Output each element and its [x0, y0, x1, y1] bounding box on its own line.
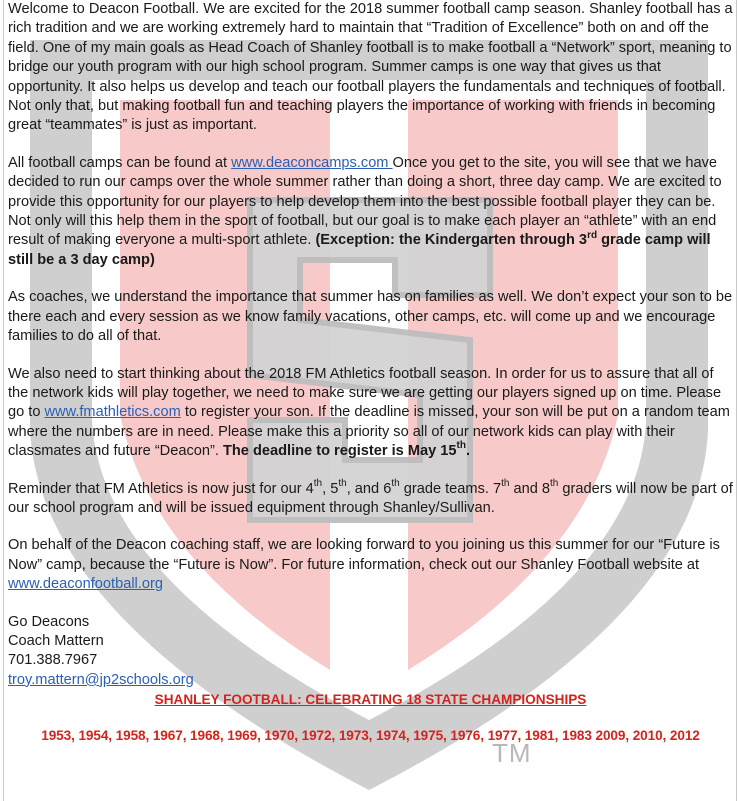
reminder-t3: , and 6	[346, 480, 392, 497]
championships-title: SHANLEY FOOTBALL: CELEBRATING 18 STATE CHAMPIONSHIPS	[154, 692, 587, 708]
signature-sign-off: Go Deacons	[8, 613, 90, 630]
intro-paragraph	[8, 0, 733, 136]
camps-exception-sup: rd	[587, 229, 598, 241]
trademark-mark: TM	[492, 738, 532, 768]
reminder-s5: th	[550, 477, 559, 489]
reminder-t1: Reminder that FM Athletics is now just for our 4	[8, 480, 314, 497]
families-paragraph	[8, 288, 733, 346]
reminder-t5: and 8	[509, 480, 551, 497]
page-edge-left	[3, 0, 4, 801]
page-edge-right	[736, 0, 737, 801]
reminder-paragraph	[8, 477, 733, 519]
signature-block	[8, 613, 733, 691]
reminder-s2: th	[338, 477, 347, 489]
camps-exception-text-b: grade camp will still be a 3 day camp)	[8, 232, 711, 268]
reminder-t6: graders will now be part of our school program and will be issued equipment through Shanley/Sullivan.	[8, 480, 733, 516]
reminder-s3: th	[391, 477, 400, 489]
closing-text: On behalf of the Deacon coaching staff, we are looking forward to you joining us this summer for our “Future is Now” camp, because the “Future is Now”. For future information, check out our Shanley Football website at	[8, 537, 720, 573]
fm-paragraph	[8, 365, 733, 462]
camps-text-after: Once you get to the site, you will see that we have decided to run our camps over the whole summer rather than doing a short, three day camp. We are excited to provide this opportunity for our players to help develop them into the best possible football player they can be. Not only will this help them in the sport of football, but our goal is to make each player an “athlete” with an end result of making everyone a multi-sport athlete.	[8, 154, 722, 249]
reminder-s4: th	[501, 477, 510, 489]
camps-exception-text-a: (Exception: the Kindergarten through 3	[315, 232, 588, 249]
families-text: As coaches, we understand the importance that summer has on families as well. We don’t expect your son to be there each and every session as we know family vacations, other camps, etc. will come up and we encourage families to do all of that.	[8, 289, 733, 345]
fm-deadline-sup: th	[456, 440, 466, 452]
deaconfootball-link[interactable]: www.deaconfootball.org	[8, 576, 163, 593]
intro-text: Welcome to Deacon Football. We are excited for the 2018 summer football camp season. Shanley football has a rich tradition and we are working extremely hard to maintain that “Tradition of Excellence” both on and off the field. One of my main goals as Head Coach of Shanley football is to make football a “Network” sport, meaning to bridge our youth program with our high school program. Summer camps is one way that gives us that opportunity. It also helps us develop and teach our football players the fundamentals and techniques of football. Not only that, but making football fun and teaching players the importance of working with friends in becoming great “teammates” is just as important.	[8, 1, 733, 134]
fm-text-after: to register your son. If the deadline is missed, your son will be put on a random team where the numbers are in need. Please make this a priority so all of our network kids can play with their classmates and future “Deacon”.	[8, 404, 730, 460]
reminder-t2: , 5	[322, 480, 339, 497]
signature-phone: 701.388.7967	[8, 652, 98, 669]
reminder-t4: grade teams. 7	[399, 480, 502, 497]
fm-deadline-text: The deadline to register is May 15	[222, 443, 457, 460]
camps-text-before: All football camps can be found at	[8, 154, 232, 171]
fm-deadline-end: .	[466, 443, 471, 460]
signature-email-link[interactable]: troy.mattern@jp2schools.org	[8, 671, 194, 688]
deaconcamps-link[interactable]: www.deaconcamps.com	[231, 154, 393, 171]
championships-years: 1953, 1954, 1958, 1967, 1968, 1969, 1970, 1972, 1973, 1974, 1975, 1976, 1977, 1981, 1983 2009, 2010, 2012	[41, 727, 700, 743]
camps-paragraph	[8, 154, 733, 270]
reminder-s1: th	[313, 477, 323, 489]
closing-paragraph	[8, 536, 733, 594]
fm-deadline	[222, 440, 471, 460]
fmathletics-link[interactable]: www.fmathletics.com	[44, 404, 181, 421]
fm-text-before: We also need to start thinking about the 2018 FM Athletics football season. In order for us to assure that all of the network kids will play together, we need to make sure we are getting our players signed up on time. Please go to	[8, 365, 722, 421]
signature-name: Coach Mattern	[8, 632, 104, 649]
